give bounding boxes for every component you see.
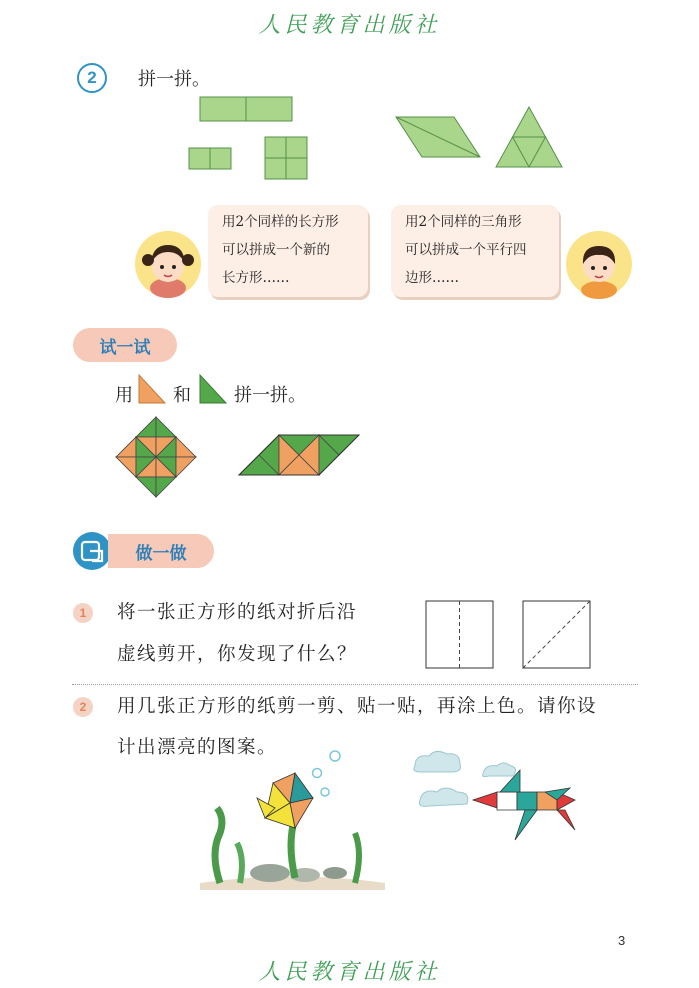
girl-avatar xyxy=(134,230,202,300)
do-it-icon xyxy=(72,531,112,571)
girl-speech-bubble xyxy=(208,205,368,297)
green-triangle-icon xyxy=(198,373,228,405)
boy-avatar xyxy=(565,230,633,300)
girl-bubble-line-1: 用2个同样的长方形 xyxy=(222,214,339,230)
boy-bubble-line-2: 可以拼成一个平行四 xyxy=(405,242,527,258)
try-it-label: 试一试 xyxy=(73,328,177,362)
diamond-pattern-figure xyxy=(113,415,201,501)
question-1-line-2: 虚线剪开，你发现了什么？ xyxy=(117,644,358,665)
question-2-number: 2 xyxy=(73,697,93,717)
question-divider xyxy=(72,684,638,685)
question-2-line-2: 计出漂亮的图案。 xyxy=(117,737,278,758)
section-number-badge: 2 xyxy=(77,63,107,93)
girl-bubble-line-3: 长方形…… xyxy=(222,270,290,286)
boy-bubble-line-3: 边形…… xyxy=(405,270,459,286)
question-1-number: 1 xyxy=(73,603,93,623)
boy-bubble-line-1: 用2个同样的三角形 xyxy=(405,214,522,230)
fish-seaweed-illustration xyxy=(195,748,395,893)
page-number: 3 xyxy=(618,933,626,948)
question-2-line-1: 用几张正方形的纸剪一剪、贴一贴，再涂上色。请你设 xyxy=(117,696,598,717)
square-vertical-fold-figure xyxy=(425,600,497,670)
try-prompt-use: 用 xyxy=(115,385,133,406)
triangle-pieces-figure xyxy=(392,105,572,170)
clouds-fish-illustration xyxy=(405,748,590,858)
try-prompt-and: 和 xyxy=(173,385,191,406)
boy-speech-bubble xyxy=(391,205,559,297)
parallelogram-pattern-figure xyxy=(237,433,365,479)
do-it-label: 做一做 xyxy=(108,534,214,568)
try-prompt-end: 拼一拼。 xyxy=(234,385,306,406)
orange-triangle-icon xyxy=(137,373,167,405)
section-title: 拼一拼。 xyxy=(138,69,210,90)
question-1-line-1: 将一张正方形的纸对折后沿 xyxy=(117,602,358,623)
square-diagonal-fold-figure xyxy=(522,600,594,670)
rectangle-pieces-figure xyxy=(185,95,315,185)
girl-bubble-line-2: 可以拼成一个新的 xyxy=(222,242,330,258)
publisher-footer: 人民教育出版社 xyxy=(258,960,441,985)
publisher-header: 人民教育出版社 xyxy=(258,13,441,38)
